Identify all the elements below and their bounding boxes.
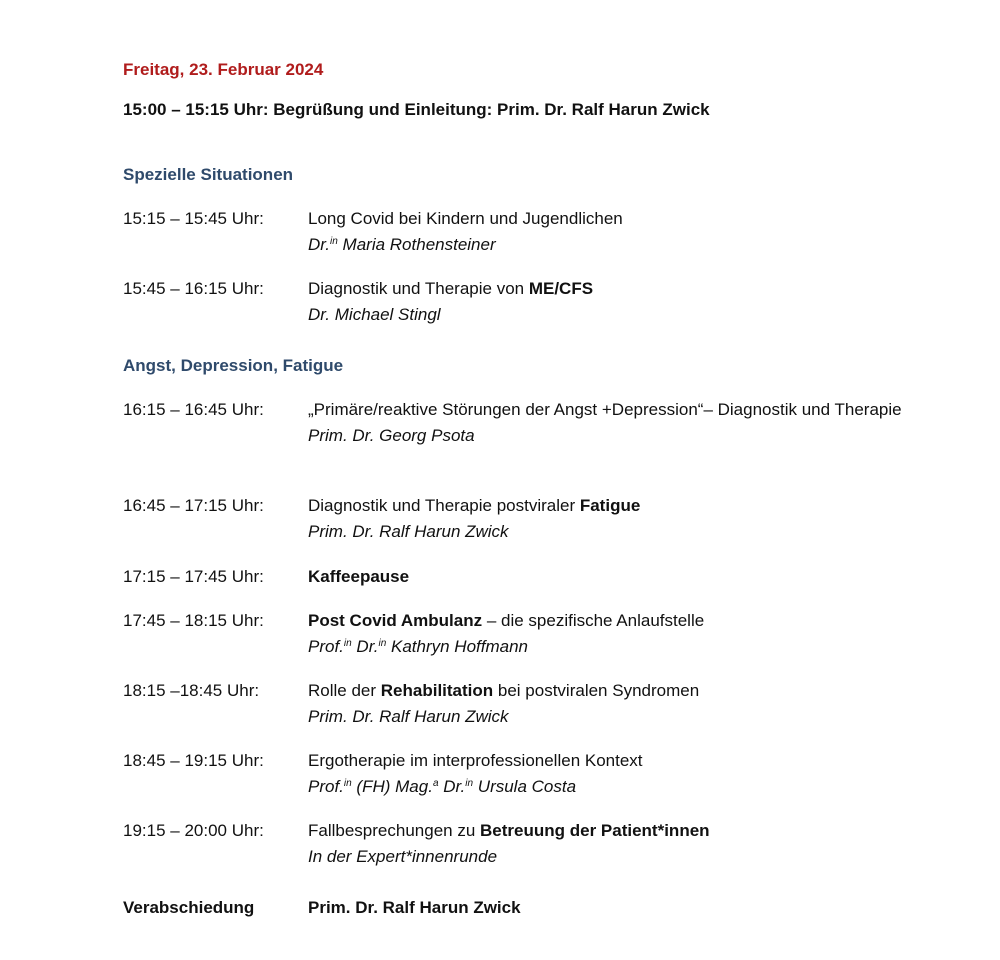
farewell-label: Verabschiedung	[123, 898, 255, 917]
text-segment: bei postviralen Syndromen	[493, 681, 700, 700]
time-slot: 17:15 – 17:45 Uhr:	[123, 567, 264, 586]
text-segment: Dr.	[308, 235, 331, 254]
session-speaker	[308, 302, 908, 328]
session-title	[308, 276, 908, 302]
bold-text: Post Covid Ambulanz	[308, 611, 483, 630]
text-segment: Dr.	[351, 637, 379, 656]
time-slot: 16:45 – 17:15 Uhr:	[123, 496, 264, 515]
farewell-speaker: Prim. Dr. Ralf Harun Zwick	[308, 898, 521, 917]
session-content	[308, 397, 908, 449]
section-heading: Spezielle Situationen	[123, 165, 294, 184]
time-slot: 17:45 – 18:15 Uhr:	[123, 611, 264, 630]
session-content	[308, 748, 908, 800]
superscript: in	[378, 638, 387, 649]
superscript: a	[432, 778, 439, 789]
superscript: in	[343, 638, 352, 649]
text-segment: Fallbesprechungen zu	[308, 821, 481, 840]
text-segment: Long Covid bei Kindern und Jugendlichen	[308, 209, 623, 228]
text-segment: (FH) Mag.	[351, 777, 433, 796]
text-segment: Prim. Dr. Georg Psota	[308, 426, 475, 445]
text-segment: Diagnostik und Therapie postviraler	[308, 496, 580, 515]
session-content	[308, 493, 908, 545]
time-slot: 19:15 – 20:00 Uhr:	[123, 821, 264, 840]
superscript: in	[330, 236, 338, 247]
session-title	[308, 748, 908, 774]
bold-text: Kaffeepause	[308, 567, 410, 586]
bold-text: Betreuung der Patient*innen	[480, 821, 710, 840]
text-segment: Ergotherapie im interprofessionellen Kontext	[308, 751, 643, 770]
session-content	[308, 818, 908, 870]
session-content	[308, 206, 908, 258]
session-speaker	[308, 774, 908, 800]
text-segment: Prim. Dr. Ralf Harun Zwick	[308, 707, 509, 726]
time-slot: 18:45 – 19:15 Uhr:	[123, 751, 264, 770]
text-segment: Maria Rothensteiner	[337, 235, 496, 254]
session-content	[308, 276, 908, 328]
session-speaker	[308, 704, 908, 730]
text-segment: – die spezifische Anlaufstelle	[482, 611, 705, 630]
bold-text: Fatigue	[579, 496, 641, 515]
session-title	[308, 493, 908, 519]
bold-text: Rehabilitation	[380, 681, 494, 700]
time-slot: 15:15 – 15:45 Uhr:	[123, 209, 264, 228]
session-speaker	[308, 844, 908, 870]
bold-text: ME/CFS	[528, 279, 594, 298]
text-segment: „Primäre/reaktive Störungen der Angst +Depression“– Diagnostik und Therapie	[308, 400, 902, 419]
session-speaker	[308, 423, 908, 449]
session-title	[308, 397, 908, 423]
superscript: in	[465, 778, 474, 789]
text-segment: Kathryn Hoffmann	[386, 637, 529, 656]
text-segment: Ursula Costa	[473, 777, 577, 796]
session-title	[308, 818, 908, 844]
text-segment: Prof.	[308, 777, 344, 796]
session-title	[308, 678, 908, 704]
session-title	[308, 206, 908, 232]
session-content	[308, 564, 908, 590]
text-segment: Prof.	[308, 637, 344, 656]
text-segment: Dr. Michael Stingl	[308, 305, 441, 324]
event-date: Freitag, 23. Februar 2024	[123, 60, 324, 79]
session-speaker	[308, 519, 908, 545]
session-content	[308, 608, 908, 660]
text-segment: Prim. Dr. Ralf Harun Zwick	[308, 522, 509, 541]
section-heading: Angst, Depression, Fatigue	[123, 356, 344, 375]
superscript: in	[343, 778, 352, 789]
time-slot: 18:15 –18:45 Uhr:	[123, 681, 260, 700]
text-segment: Diagnostik und Therapie von	[308, 279, 529, 298]
greeting-line: 15:00 – 15:15 Uhr: Begrüßung und Einleitung: Prim. Dr. Ralf Harun Zwick	[123, 100, 710, 119]
session-content	[308, 678, 908, 730]
session-speaker	[308, 232, 908, 258]
session-speaker	[308, 634, 908, 660]
time-slot: 16:15 – 16:45 Uhr:	[123, 400, 264, 419]
time-slot: 15:45 – 16:15 Uhr:	[123, 279, 264, 298]
session-title	[308, 564, 908, 590]
session-title	[308, 608, 908, 634]
text-segment: Dr.	[438, 777, 466, 796]
text-segment: In der Expert*innenrunde	[308, 847, 498, 866]
text-segment: Rolle der	[308, 681, 381, 700]
